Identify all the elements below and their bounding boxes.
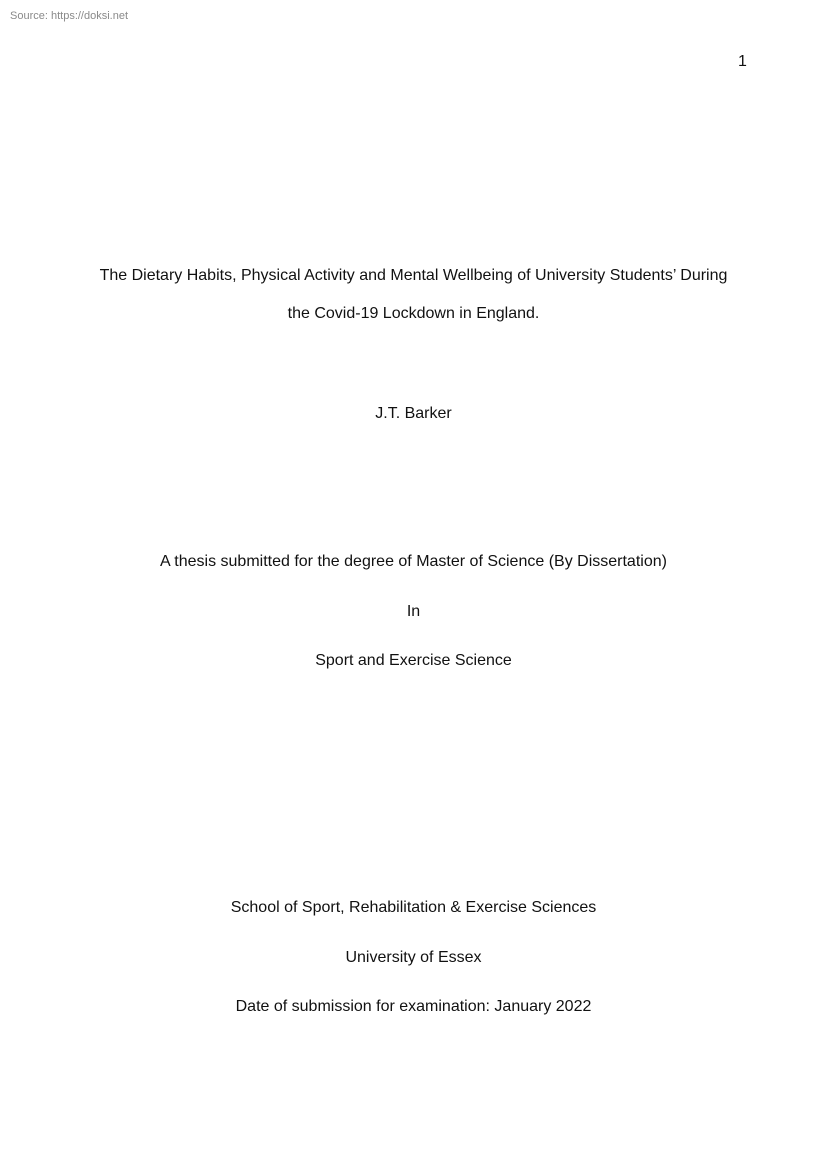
university-name: University of Essex — [345, 949, 482, 966]
submission-date: Date of submission for examination: January 2022 — [235, 998, 592, 1015]
school-name: School of Sport, Rehabilitation & Exercise Sciences — [230, 899, 597, 916]
source-watermark: Source: https://doksi.net — [10, 10, 129, 22]
author-name: J.T. Barker — [375, 405, 452, 422]
thesis-title-line-2: the Covid-19 Lockdown in England. — [287, 305, 540, 322]
thesis-title-line-1: The Dietary Habits, Physical Activity and Mental Wellbeing of University Students’ During — [99, 267, 728, 284]
degree-statement: A thesis submitted for the degree of Master of Science (By Dissertation) — [160, 553, 667, 570]
page-number: 1 — [738, 53, 747, 70]
in-word: In — [406, 603, 421, 620]
field-of-study: Sport and Exercise Science — [315, 652, 512, 669]
